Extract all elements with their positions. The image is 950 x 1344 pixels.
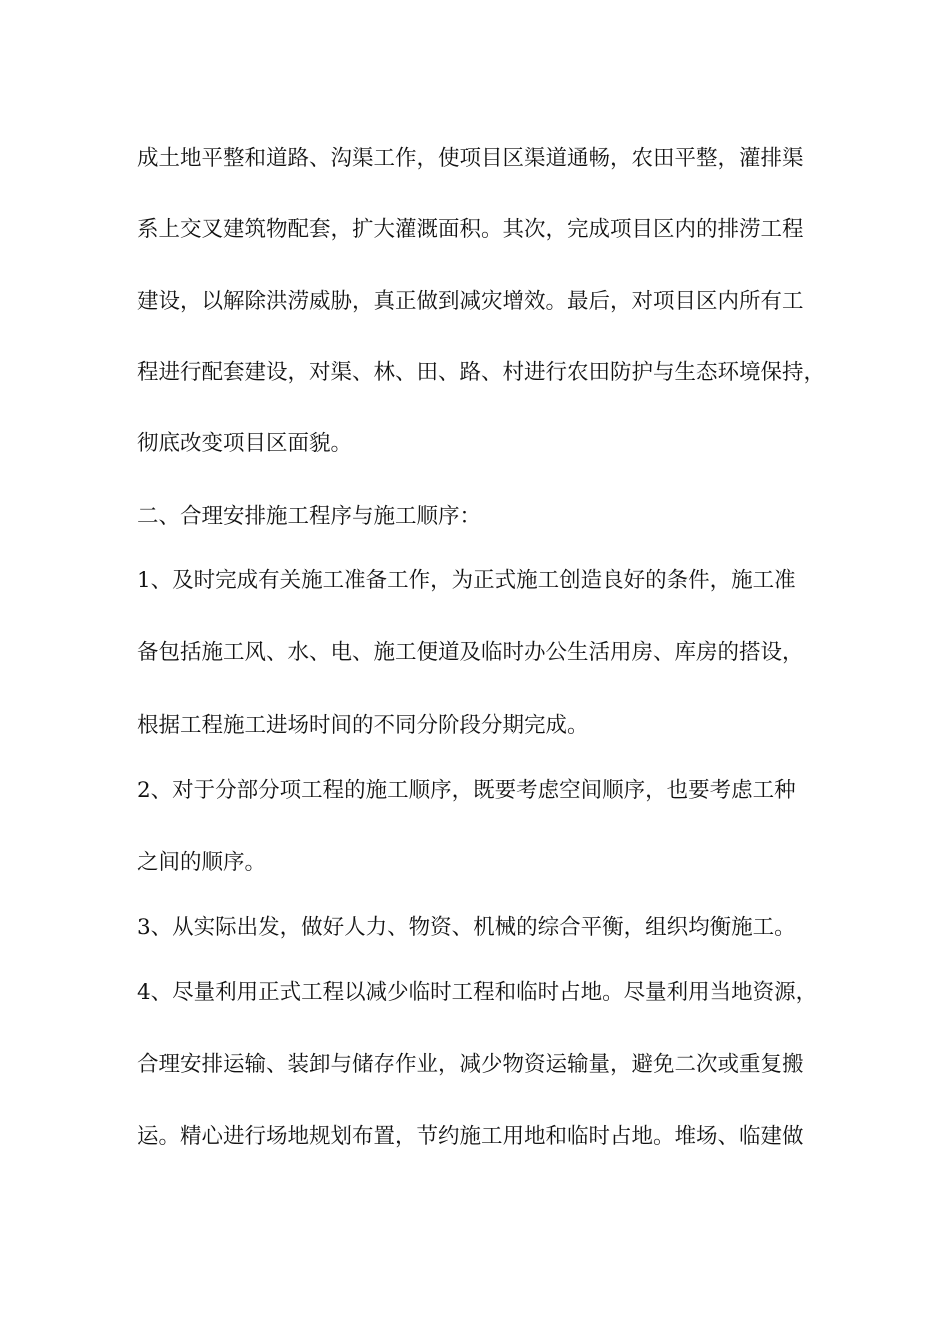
text-line-14: 合理安排运输、装卸与储存作业，减少物资运输量，避免二次或重复搬 bbox=[137, 1052, 804, 1077]
text-line-4: 程进行配套建设，对渠、林、田、路、村进行农田防护与生态环境保持， bbox=[137, 360, 826, 385]
text-line-7: 1、及时完成有关施工准备工作，为正式施工创造良好的条件，施工准 bbox=[137, 568, 796, 593]
text-line-1: 成土地平整和道路、沟渠工作，使项目区渠道通畅，农田平整，灌排渠 bbox=[137, 146, 804, 171]
text-line-12: 3、从实际出发，做好人力、物资、机械的综合平衡，组织均衡施工。 bbox=[137, 915, 796, 940]
text-line-8: 备包括施工风、水、电、施工便道及临时办公生活用房、库房的搭设， bbox=[137, 640, 804, 665]
text-line-13: 4、尽量利用正式工程以减少临时工程和临时占地。尽量利用当地资源， bbox=[137, 980, 818, 1005]
text-line-10: 2、对于分部分项工程的施工顺序，既要考虑空间顺序，也要考虑工种 bbox=[137, 778, 796, 803]
text-line-15: 运。精心进行场地规划布置，节约施工用地和临时占地。堆场、临建做 bbox=[137, 1124, 804, 1149]
text-line-5: 彻底改变项目区面貌。 bbox=[137, 431, 353, 456]
section-heading: 二、合理安排施工程序与施工顺序： bbox=[137, 504, 482, 529]
text-line-3: 建设，以解除洪涝威胁，真正做到减灾增效。最后，对项目区内所有工 bbox=[137, 289, 804, 314]
text-line-11: 之间的顺序。 bbox=[137, 850, 267, 875]
text-line-2: 系上交叉建筑物配套，扩大灌溉面积。其次，完成项目区内的排涝工程 bbox=[137, 217, 804, 242]
text-line-9: 根据工程施工进场时间的不同分阶段分期完成。 bbox=[137, 713, 589, 738]
